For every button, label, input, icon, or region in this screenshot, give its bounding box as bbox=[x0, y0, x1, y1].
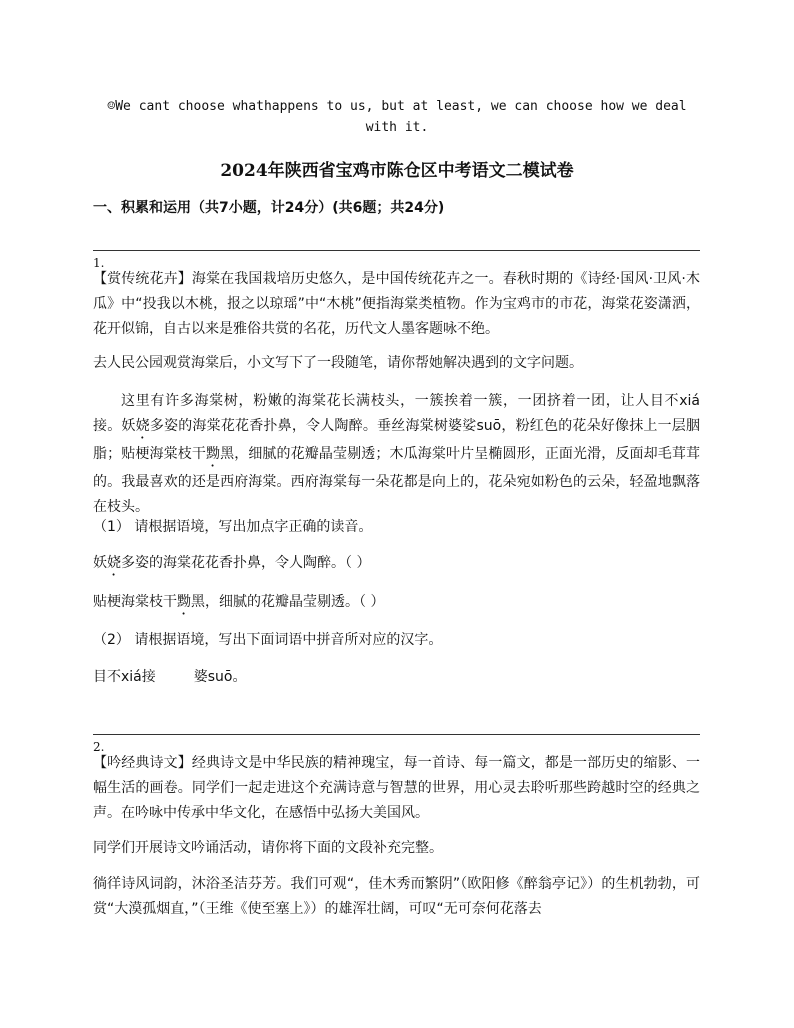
q1-sub1-item-b bbox=[93, 590, 700, 618]
q1-passage-dotted-char-1: 娆 bbox=[135, 418, 150, 434]
q1-sub1-a-pre: 妖 bbox=[93, 555, 107, 571]
q1-sub2-items bbox=[93, 665, 700, 690]
divider-q2 bbox=[93, 734, 700, 735]
q1-sub1-a-post: 多姿的海棠花花香扑鼻，令人陶醉。（ ） bbox=[121, 555, 371, 571]
q1-sub2-item-b: 婆suō。 bbox=[193, 669, 247, 685]
motto bbox=[90, 96, 704, 138]
q2-passage: 徜徉诗风词韵，沐浴圣洁芬芳。我们可观“，佳木秀而繁阴”（欧阳修《醉翁亭记》）的生机勃勃，可赏“大漠孤烟直，”（王维《使至塞上》）的雄浑壮阔，可叹“无可奈何花落去 bbox=[93, 876, 700, 917]
q1-sub1-item-a bbox=[93, 551, 700, 579]
question-number-2: 2. bbox=[93, 740, 105, 754]
q1-task: 去人民公园观赏海棠后，小文写下了一段随笔，请你帮她解决遇到的文字问题。 bbox=[93, 355, 583, 371]
q1-sub1-b-post: 黑，细腻的花瓣晶莹剔透。（ ） bbox=[191, 594, 385, 610]
q1-passage-part-c: 黑，细腻的花瓣晶莹剔透；木瓜海棠叶片呈椭圆形，正面光滑，反面却毛茸茸的。我最喜欢的还是西府海棠。西府海棠每一朵花都是向上的，花朵宛如粉色的云朵，轻盈地飘落在枝头。 bbox=[93, 446, 701, 515]
q1-passage-dotted-char-2: 黝 bbox=[205, 446, 221, 462]
q2-intro: 【吟经典诗文】经典诗文是中华民族的精神瑰宝，每一首诗、每一篇文，都是一部历史的缩影、一幅生活的画卷。同学们一起走进这个充满诗意与智慧的世界，用心灵去聆听那些跨越时空的经典之声。在吟咏中传承中华文化，在感悟中弘扬大美国风。 bbox=[93, 755, 700, 821]
q2-task: 同学们开展诗文吟诵活动，请你将下面的文段补充完整。 bbox=[93, 840, 443, 856]
q1-passage bbox=[93, 389, 700, 520]
q1-sub1-label: （1） 请根据语境，写出加点字正确的读音。 bbox=[93, 519, 373, 535]
page-title: 2024年陕西省宝鸡市陈仓区中考语文二模试卷 bbox=[220, 161, 574, 181]
q1-intro: 【赏传统花卉】海棠在我国栽培历史悠久，是中国传统花卉之一。春秋时期的《诗经·国风·卫风·木瓜》中“投我以木桃，报之以琼瑶”中“木桃”便指海棠类植物。作为宝鸡市的市花，海棠花姿潇洒，花开似锦，自古以来是雅俗共赏的名花，历代文人墨客题咏不绝。 bbox=[93, 271, 700, 337]
q1-sub2-item-a: 目不xiá接 bbox=[93, 669, 156, 685]
q1-sub1-b-dotted-char: 黝 bbox=[177, 594, 191, 610]
motto-line-2: with it. bbox=[365, 120, 429, 135]
motto-line-1: ☺We cant choose whathappens to us, but at least, we can choose how we deal bbox=[107, 99, 687, 114]
q1-sub1-b-pre: 贴梗海棠枝干 bbox=[93, 594, 177, 610]
divider-q1 bbox=[93, 250, 700, 251]
section-heading: 一、积累和运用（共7小题，计24分）(共6题；共24分) bbox=[93, 200, 445, 216]
q1-passage-part-b: 多姿的海棠花花香扑鼻，令人陶醉。垂丝海棠树婆娑suō，粉红色的花朵好像抹上一层胭脂；贴梗海棠枝干 bbox=[93, 418, 701, 462]
q1-sub2-label: （2） 请根据语境，写出下面词语中拼音所对应的汉字。 bbox=[93, 632, 443, 648]
question-number-1: 1. bbox=[93, 256, 105, 270]
q1-sub1-a-dotted-char: 娆 bbox=[107, 555, 121, 571]
q1-passage-part-a: 这里有许多海棠树，粉嫩的海棠花长满枝头，一簇挨着一簇，一团挤着一团，让人目不xiá接。妖 bbox=[93, 393, 700, 434]
